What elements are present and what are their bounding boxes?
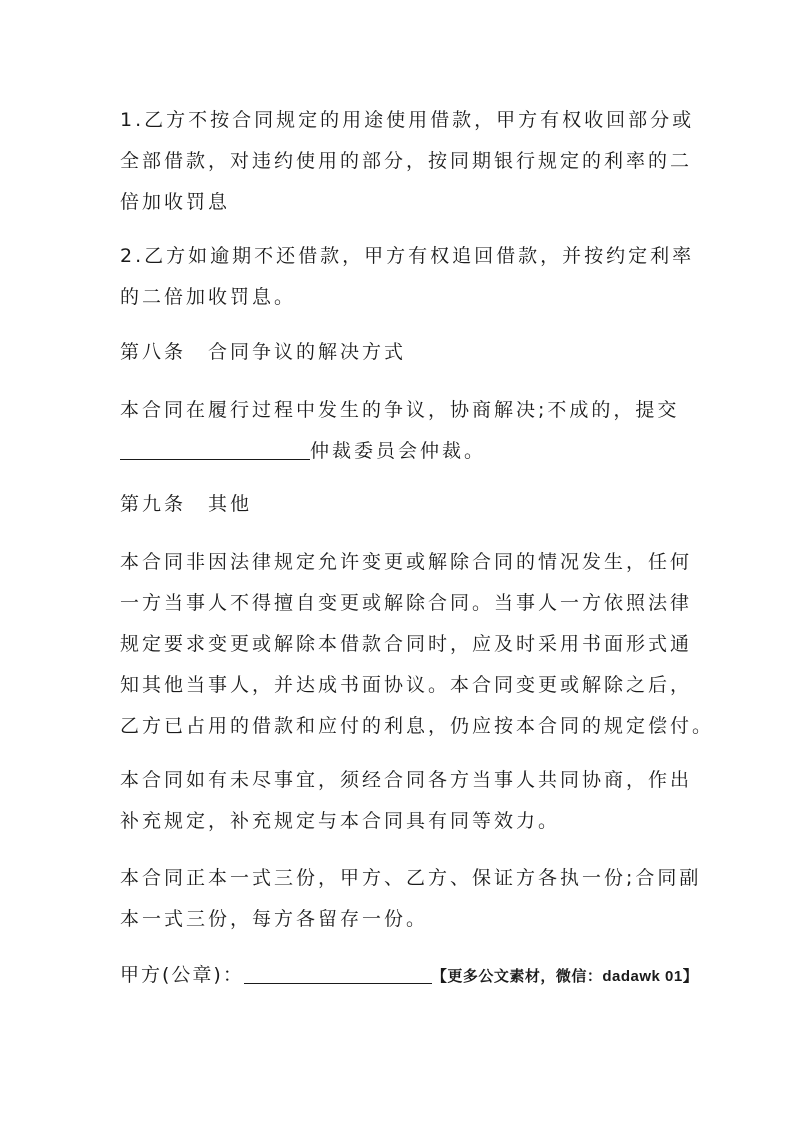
party-a-seal-label: 甲方(公章)： bbox=[120, 964, 244, 986]
article-9-paragraph-3 bbox=[120, 858, 700, 940]
article-9-p1-line: 知其他当事人，并达成书面协议。本合同变更或解除之后， bbox=[120, 674, 693, 696]
article-8-line-2 bbox=[120, 431, 700, 472]
clause-item-2-line: 2.乙方如逾期不还借款，甲方有权追回借款，并按约定利率 bbox=[120, 245, 695, 267]
arbitration-blank[interactable] bbox=[120, 437, 310, 460]
article-9-p1-line: 本合同非因法律规定允许变更或解除合同的情况发生，任何 bbox=[120, 551, 693, 573]
article-9-p3-line: 本合同正本一式三份，甲方、乙方、保证方各执一份;合同副 bbox=[120, 867, 702, 889]
clause-item-1 bbox=[120, 100, 700, 223]
article-9-heading bbox=[120, 484, 700, 525]
article-9-p2-line: 补充规定，补充规定与本合同具有同等效力。 bbox=[120, 810, 561, 832]
article-9-p1-line: 一方当事人不得擅自变更或解除合同。当事人一方依照法律 bbox=[120, 592, 693, 614]
article-9-p2-line: 本合同如有未尽事宜，须经合同各方当事人共同协商，作出 bbox=[120, 769, 693, 791]
signature-line bbox=[120, 955, 720, 997]
signature-row bbox=[120, 955, 720, 997]
promo-note: 【更多公文素材，微信：dadawk 01】 bbox=[431, 968, 699, 985]
article-9-p1-line: 乙方已占用的借款和应付的利息，仍应按本合同的规定偿付。 bbox=[120, 715, 715, 737]
clause-item-1-line: 全部借款，对违约使用的部分，按同期银行规定的利率的二 bbox=[120, 150, 693, 172]
article-9-paragraph-1 bbox=[120, 542, 715, 747]
article-9-heading-text: 第九条 其他 bbox=[120, 493, 253, 515]
clause-item-1-line: 倍加收罚息 bbox=[120, 191, 231, 213]
clause-item-2-line: 的二倍加收罚息。 bbox=[120, 286, 297, 308]
article-9-paragraph-2 bbox=[120, 760, 700, 842]
article-8-body bbox=[120, 390, 700, 472]
party-a-seal-blank[interactable] bbox=[244, 961, 432, 984]
clause-item-1-line: 1.乙方不按合同规定的用途使用借款，甲方有权收回部分或 bbox=[120, 109, 695, 131]
article-8-heading bbox=[120, 332, 700, 373]
article-8-line: 本合同在履行过程中发生的争议，协商解决;不成的，提交 bbox=[120, 399, 680, 421]
clause-item-2 bbox=[120, 236, 700, 318]
article-9-p3-line: 本一式三份，每方各留存一份。 bbox=[120, 908, 429, 930]
article-8-line-2-text: 仲裁委员会仲裁。 bbox=[310, 440, 487, 462]
article-9-p1-line: 规定要求变更或解除本借款合同时，应及时采用书面形式通 bbox=[120, 633, 693, 655]
article-8-heading-text: 第八条 合同争议的解决方式 bbox=[120, 341, 407, 363]
